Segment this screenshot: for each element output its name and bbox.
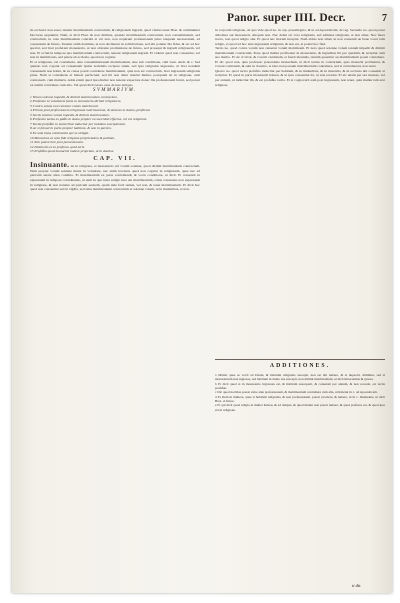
summary-item: 10 Monachus ex sola fide religiose proprietatem & pallium.	[30, 135, 115, 140]
addition-note: d Et idem in muliere, quae si habitum religionis, & non professionem, potest recedere, & nubere, ut in c. Insinuante, ut dicit Host. et Innoc.	[215, 394, 385, 404]
chapter-paragraph	[30, 160, 201, 192]
chapter-heading: CAP. VII.	[93, 155, 137, 162]
addition-note: a Mulier quae se vovit ad Deum, & habitum religionis suscepit, non est alii nubere, & si nupserit, dirimitur, sed si monasterium non ingressa, sed habitum in domo sua suscepit, non dirimit matrimonium, ut dicit Innocentius & glossa.	[215, 373, 385, 382]
summary-item: 3 Contra votum non censetur votum matrimonii.	[30, 103, 99, 108]
right-paragraph-1: in corporali religione, de quo vide quod no. in cap. praeallegato, & ut ad Apostolicam, de reg. Secundo no. quod potest abbatissa sui monasterii, alioquin non. Nec debet sic vota religionis, sed admissa religionis, si non aliter. Nec mora tracta, non quod religio alia. Et quod nec moram inceptat. Nam abbas non aliud, ut non consentit an bene vocet talis religio, et quod ad hoc ante ingressum religionis, & non est, et potest hoc fieri.	[215, 28, 385, 46]
summarium-heading: SVMMARIVM.	[93, 88, 137, 94]
page-header	[227, 12, 387, 24]
section-divider	[215, 359, 385, 360]
additiones-notes	[215, 373, 385, 412]
document-page	[12, 8, 392, 593]
summary-item: 7 Tacita profeßio in mulieribus inducitur per habitum suscipientem.	[30, 121, 126, 126]
summary-item: 12 Distinctio et ex professo, quid iuris.	[30, 144, 86, 149]
summary-item: 11 Non potest iure post possessionem.	[30, 140, 84, 145]
summary-item: 5 Sortis solenne votum impedit, & dirimit matrimonium.	[30, 112, 110, 117]
summary-item: 1 Votum solenne impedit, & dirimit matrimonium contractum.	[30, 94, 118, 99]
catchword: ti dit.	[352, 583, 362, 588]
running-head: Panor. super IIII. Decr.	[227, 12, 346, 24]
summary-item: 13 Profeßio quod monachis habere propriam, ut in duobus.	[30, 149, 115, 154]
right-paragraph-3: Quarto no. quod tacita profeßio inducitur per habitum, & in mulieribus, & in masculis, & in ecclesia ubi consentit et recipitur. Et quod in parte monasterii habeat, & ut ipsa consentiat ita, ut non recedat. Et sic etiam per sex menses, vel per annum, ut inducitur ibi, & est profeßio tacita. Et si cognoverit eam post ingressum, non tenet, quia mulier iam erat religiosa.	[215, 68, 385, 87]
addition-note: c Dic quod novitius potest exire ante professionem, & matrimonium contrahere cum alia, ut habetur in c. ad Apostolicam.	[215, 390, 378, 395]
left-paragraph-1: tis ecclesiæ non esset, tenetur matrimonium contractum, & religionem ingredi, quod clarius tenet Host. & communiter Doctores sequuntur. Nam, et dicit Host. & non dicimus, quando matrimonium contractum, non consummatum, sed contractum, in casu matrimonium contrahi et vel non, non requirunt professionem prius tanquam necessariam, ad consensum de futuro. Tenetur enim dominus, ut non declinetur in sollicitatione, sed ubi ponitur illa fides, & sic ad hoc spectat, sed licet proferant monasteria, ut non obstante promissione de futuro, sed prosequi & ingredi religionem, vel non. Et si fuit in tempore quo matrimonium contractum, tenetur religionem ingredi. Et videtur quod non consentire, vel non in matrimonio, sed petere ab ecclesia, quod non cogatur.	[30, 28, 200, 60]
right-column	[215, 28, 385, 87]
summary-item: 2 Professio in voluntaria facta in monasterio dirimit religionem.	[30, 99, 122, 104]
page-number: 7	[382, 13, 387, 24]
summary-item: 6 Professio tacita ex paßis in domo propter ea sacerdoti effectus, vel est religionis.	[30, 117, 148, 122]
addition-note: b Et dicit quod si in monasterio ingressus est, & habitum susceperit, & consensit per annum, & non recessit, est tacita profeßio.	[215, 381, 385, 391]
additiones-heading: ADDITIONES.	[269, 363, 331, 369]
left-column	[30, 28, 200, 192]
left-paragraph-2: Et si religiosus, vel contrahens, ante consummationem matrimonium, siue sub conditione, cum Ioan. Andr. & c. Sed quando non cogatur ad consensum ipsius Gabrielis recipere suum, sed ipsa religionis ingressus, ut licet nondum consensum non habet, & ex causa possit contrahere matrimonium, quia non est contractum, licet ingressum religionis prius. Nam si contrahens et habeat perfectam, sed ibi non aliter tenetur mulier, postquam sit in religione, cum contraxerit, cum mulieris. Adde etiam quod ipsa mulier non tenetur expectare donec ille professionem faciat, sed potest ex statim contrahere cum alio. Vel quod dicit Gloss. esse de iure antiquo.	[30, 59, 200, 87]
chapter-text: ita in religione, et monasterio vel votum solenne, quod dirimit matrimonium contractum. Nam propter votum solenne mutat in voluntate, nec enim tractatus quod non cogatur in religionem, quae nec ad paricum aetate alios conditio. Et matrimonium ex parte contrahendi, & vocis conditione, ut dicit. Et consentit in expressum in tempore contrahendo, ut eum in quo iusta religio iura aut matrimonium, cuius consensus non expressum in religione, & non transire ad paricum aetatem, quam inde facit tamen, vel non, & tenet matrimonium. Et dicit hoc quod non consentire sed in vigilia, sed alias matrimonium contractum et solenne votum, ut in mulieribus, et non.	[30, 164, 201, 192]
addition-note: e Et qui dicit quod religio ut mulier habeat, & ad tempus, & quod mulier non potest nubere, & quod professa est, & quod ipsa est in religione.	[215, 403, 385, 412]
chapter-incipit: Insinuante.	[30, 160, 70, 170]
summary-item: 4 Primus post professionem religiosam matrimonium, & amissio in dotem, profitetur.	[30, 108, 151, 113]
summary-item: 9 Ex sola bona continentia qui se obligat.	[30, 131, 90, 136]
right-paragraph-2: Tertio no. quod contra votum non censetur votum matrimonii. Et nota quod solenne votum tantum impedit & dirimit matrimonium contractum. Pone quod mulier profiteatur in monasterio, & ingreditur ibi per quadrim, & recipitur cum suo marito. Et sic si vivat, & voverit castitatem, et fuerit monialis, tantum quaeritur an matrimonium possit contrahere. Et dic quod non, quia professio praecedens monachum, ut dicit textus in contrarium, quia monachi profitentur, & vovent castitatem, & sunt in claustro, et ideo non possunt matrimonium contrahere, sed si contraherent, non tenet.	[215, 46, 385, 69]
summarium-list	[30, 95, 200, 154]
summary-item: 8 Ac si fuisset in parte propter habitum, & non in partem.	[30, 126, 112, 131]
